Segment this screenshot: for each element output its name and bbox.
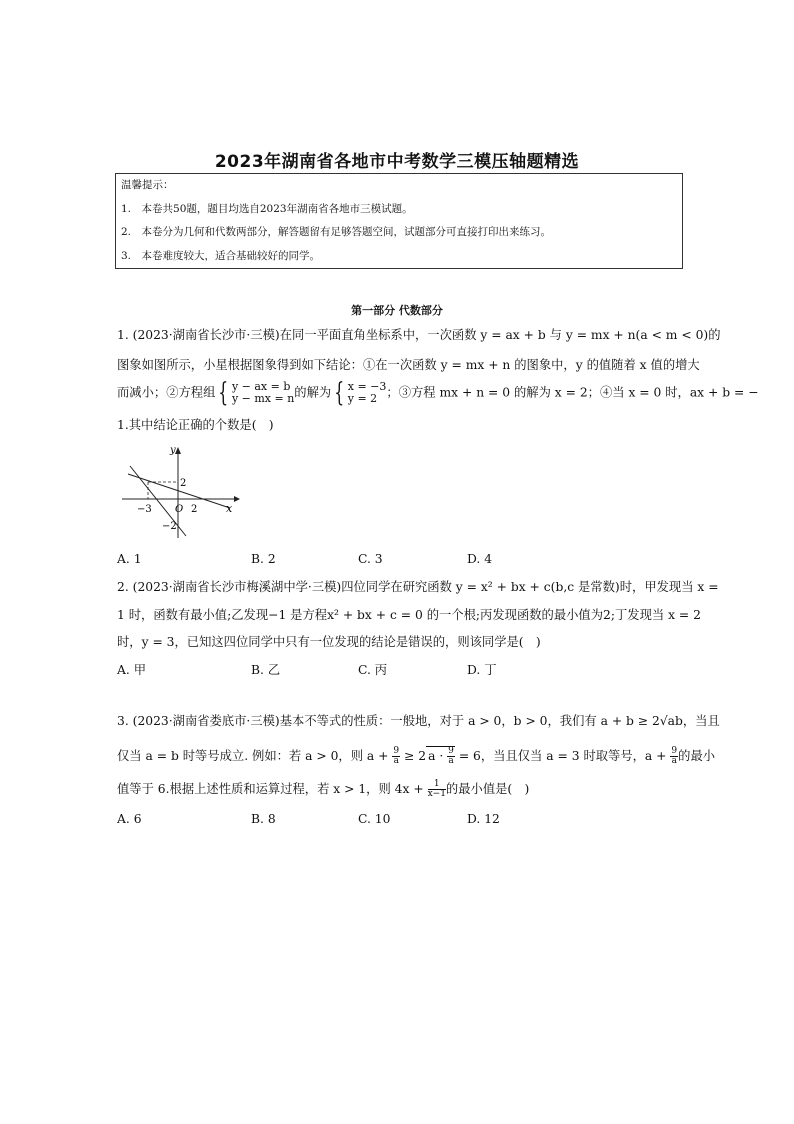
q2-line-2: 1 时，函数有最小值;乙发现−1 是方程x² + bx + c = 0 的一个根;丙发现函数的最小值为2;丁发现当 x = 2 <box>117 608 701 622</box>
tips-item-2: 2. 本卷分为几何和代数两部分，解答题留有足够答题空间，试题部分可直接打印出来练习。 <box>121 226 552 238</box>
q3-fraction-9-over-a-3: $\frac{9}{a}$ <box>671 746 678 766</box>
q3-text-2a: 仅当 a = b 时等号成立. 例如：若 a > 0，则 a + <box>117 749 389 763</box>
q1-system-2: x = −3 y = 2 <box>347 380 387 405</box>
tick-x-2: 2 <box>191 504 198 515</box>
q1-line-2: 图象如图所示，小星根据图象得到如下结论：①在一次函数 y = mx + n 的图象中，y 的值随着 x 值的增大 <box>117 358 700 372</box>
y-label: y <box>170 445 176 456</box>
x-label: x <box>226 502 233 515</box>
q1-text-3c: ；③方程 mx + n = 0 的解为 x = 2；④当 x = 0 时，ax + b = − <box>386 385 759 400</box>
q3-line-1: 3. (2023·湖南省娄底市·三模)基本不等式的性质：一般地，对于 a > 0，b > 0，我们有 a + b ≥ 2√ab，当且 <box>117 714 720 728</box>
q1-text-3a: 而减小；②方程组 <box>117 385 216 400</box>
tips-item-3: 3. 本卷难度较大，适合基础较好的同学。 <box>121 250 321 262</box>
q3-sqrt-expression: a · $\frac{9}{a}$ <box>428 746 454 766</box>
q3-text-3b: 的最小值是( ) <box>445 782 530 796</box>
q1-text-1: 在同一平面直角坐标系中，一次函数 y = ax + b 与 y = mx + n(a < m < 0)的 <box>279 328 721 342</box>
q3-line-2 <box>117 746 715 766</box>
origin-label: O <box>175 504 184 515</box>
q3-option-d: D. 12 <box>467 812 500 826</box>
q3-option-a: A. 6 <box>117 812 142 826</box>
q3-option-b: B. 8 <box>251 812 276 826</box>
q3-line-3 <box>117 780 529 799</box>
q3-fraction-1-over-x-1: $\frac{1}{x-1}$ <box>427 779 446 799</box>
tips-heading: 温馨提示： <box>121 179 174 191</box>
tips-item-1: 1. 本卷共50题，题目均选自2023年湖南省各地市三模试题。 <box>121 203 413 215</box>
q3-text-2d: = 6，当且仅当 a = 3 时取等号，a + <box>458 749 667 763</box>
q3-fraction-9-over-a-2: $\frac{9}{a}$ <box>448 746 454 766</box>
q1-line-3 <box>117 378 759 408</box>
q3-fraction-9-over-a: $\frac{9}{a}$ <box>393 746 400 766</box>
q2-option-c: C. 丙 <box>358 663 388 677</box>
q3-text-2e: 的最小 <box>678 749 716 763</box>
q1-line-4: 1.其中结论正确的个数是( ) <box>117 418 274 432</box>
brace-glyph: { <box>218 378 229 408</box>
q1-option-c: C. 3 <box>358 552 383 566</box>
q1-option-b: B. 2 <box>251 552 276 566</box>
tips-box <box>115 173 683 269</box>
q1-option-d: D. 4 <box>467 552 493 566</box>
q1-line-1 <box>117 326 721 344</box>
tick-y-neg2: −2 <box>162 521 177 532</box>
q2-option-b: B. 乙 <box>251 663 281 677</box>
q3-text-3a: 值等于 6.根据上述性质和运算过程，若 x > 1，则 4x + <box>117 782 424 796</box>
tick-y-2: 2 <box>180 478 187 489</box>
q1-graph <box>118 440 240 540</box>
line-mx-plus-n <box>128 474 230 508</box>
tick-x-neg3: −3 <box>137 504 152 515</box>
q3-text-2b: ≥ 2 <box>404 749 427 763</box>
q2-option-d: D. 丁 <box>467 663 497 677</box>
q2-line-3: 时，y = 3，已知这四位同学中只有一位发现的结论是错误的，则该同学是( ) <box>117 635 541 649</box>
x-axis-arrow <box>234 496 240 502</box>
brace-glyph: { <box>334 378 345 408</box>
q1-system-1: y − ax = b y − mx = n <box>231 380 295 405</box>
q2-line-1: 2. (2023·湖南省长沙市梅溪湖中学·三模)四位同学在研究函数 y = x² + bx + c(b,c 是常数)时，甲发现当 x = <box>117 580 719 594</box>
section-heading: 第一部分 代数部分 <box>351 304 443 317</box>
q1-source: 1. (2023·湖南省长沙市·三模) <box>117 328 280 342</box>
q1-text-3b: 的解为 <box>294 385 332 400</box>
q3-option-c: C. 10 <box>358 812 391 826</box>
q2-option-a: A. 甲 <box>117 663 146 677</box>
page-title: 2023年湖南省各地市中考数学三模压轴题精选 <box>214 152 580 172</box>
q1-option-a: A. 1 <box>117 552 142 566</box>
y-axis-arrow <box>175 447 181 454</box>
